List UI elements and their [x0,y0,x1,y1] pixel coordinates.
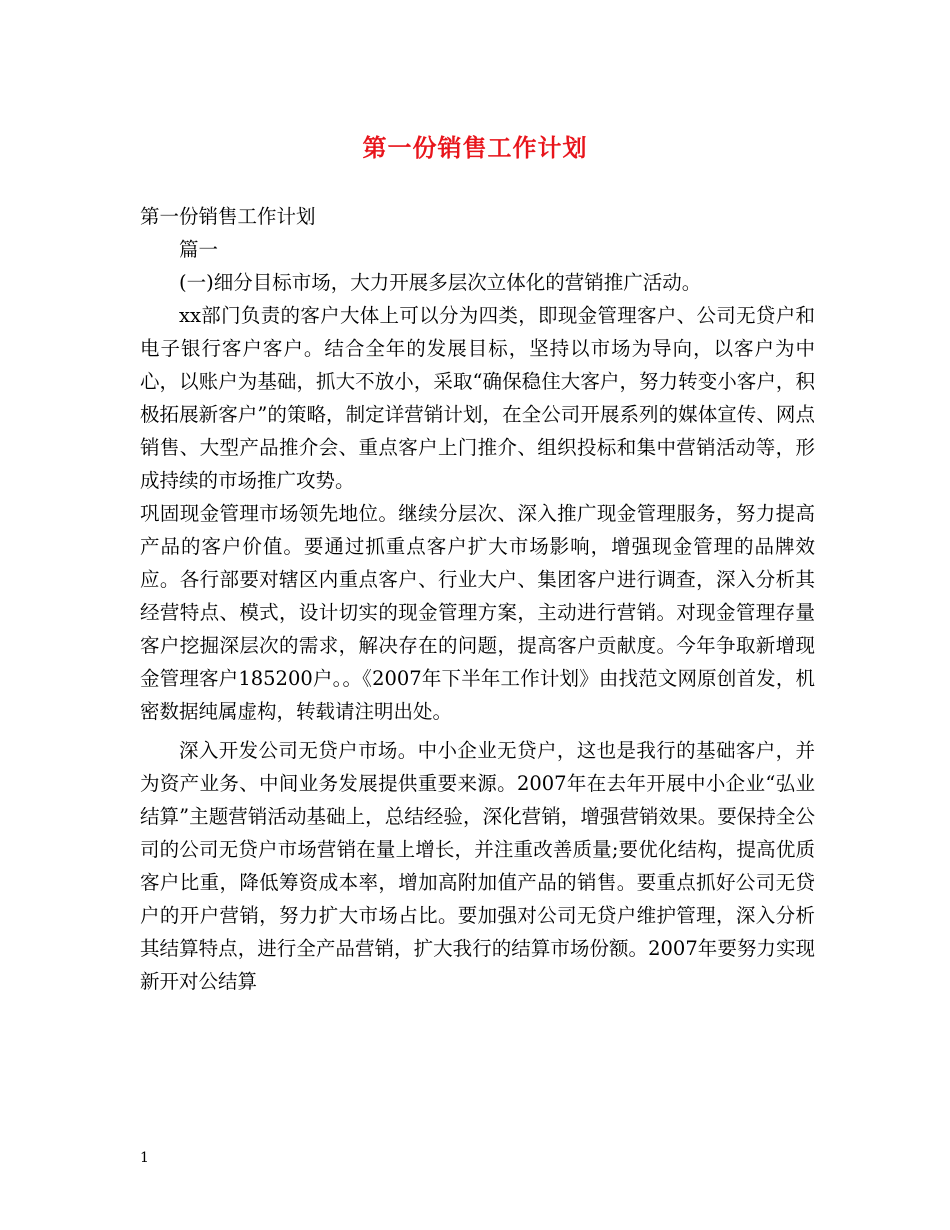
page-number: 1 [140,1150,149,1166]
body-paragraph: 深入开发公司无贷户市场。中小企业无贷户，这也是我行的基础客户，并为资产业务、中间业务发展提供重要来源。2007年在去年开展中小企业“弘业结算”主题营销活动基础上，总结经验，深化营销，增强营销效果。要保持全公司的公司无贷户市场营销在量上增长，并注重改善质量;要优化结构，提高优质客户比重，降低筹资成本率，增加高附加值产品的销售。要重点抓好公司无贷户的开户营销，努力扩大市场占比。要加强对公司无贷户维护管理，深入分析其结算特点，进行全产品营销，扩大我行的结算市场份额。2007年要努力实现新开对公结算 [140,739,815,993]
subtitle-paragraph: 第一份销售工作计划 [140,205,316,228]
document-body [140,200,815,998]
body-paragraph: 巩固现金管理市场领先地位。继续分层次、深入推广现金管理服务，努力提高产品的客户价值。要通过抓重点客户扩大市场影响，增强现金管理的品牌效应。各行部要对辖区内重点客户、行业大户、集团客户进行调查，深入分析其经营特点、模式，设计切实的现金管理方案，主动进行营销。对现金管理存量客户挖掘深层次的需求，解决存在的问题，提高客户贡献度。今年争取新增现金管理客户185200户。。《2007年下半年工作计划》由找范文网原创首发，机密数据纯属虚构，转载请注明出处。 [140,502,815,723]
body-paragraph: xx部门负责的客户大体上可以分为四类，即现金管理客户、公司无贷户和电子银行客户客户。结合全年的发展目标，坚持以市场为导向，以客户为中心，以账户为基础，抓大不放小，采取“确保稳住大客户，努力转变小客户，积极拓展新客户”的策略，制定详营销计划，在全公司开展系列的媒体宣传、网点销售、大型产品推介会、重点客户上门推介、组织投标和集中营销活动等，形成持续的市场推广攻势。 [140,304,815,492]
section-heading: 篇一 [179,238,219,261]
subsection-heading: (一)细分目标市场，大力开展多层次立体化的营销推广活动。 [179,271,702,294]
document-title: 第一份销售工作计划 [362,134,588,162]
